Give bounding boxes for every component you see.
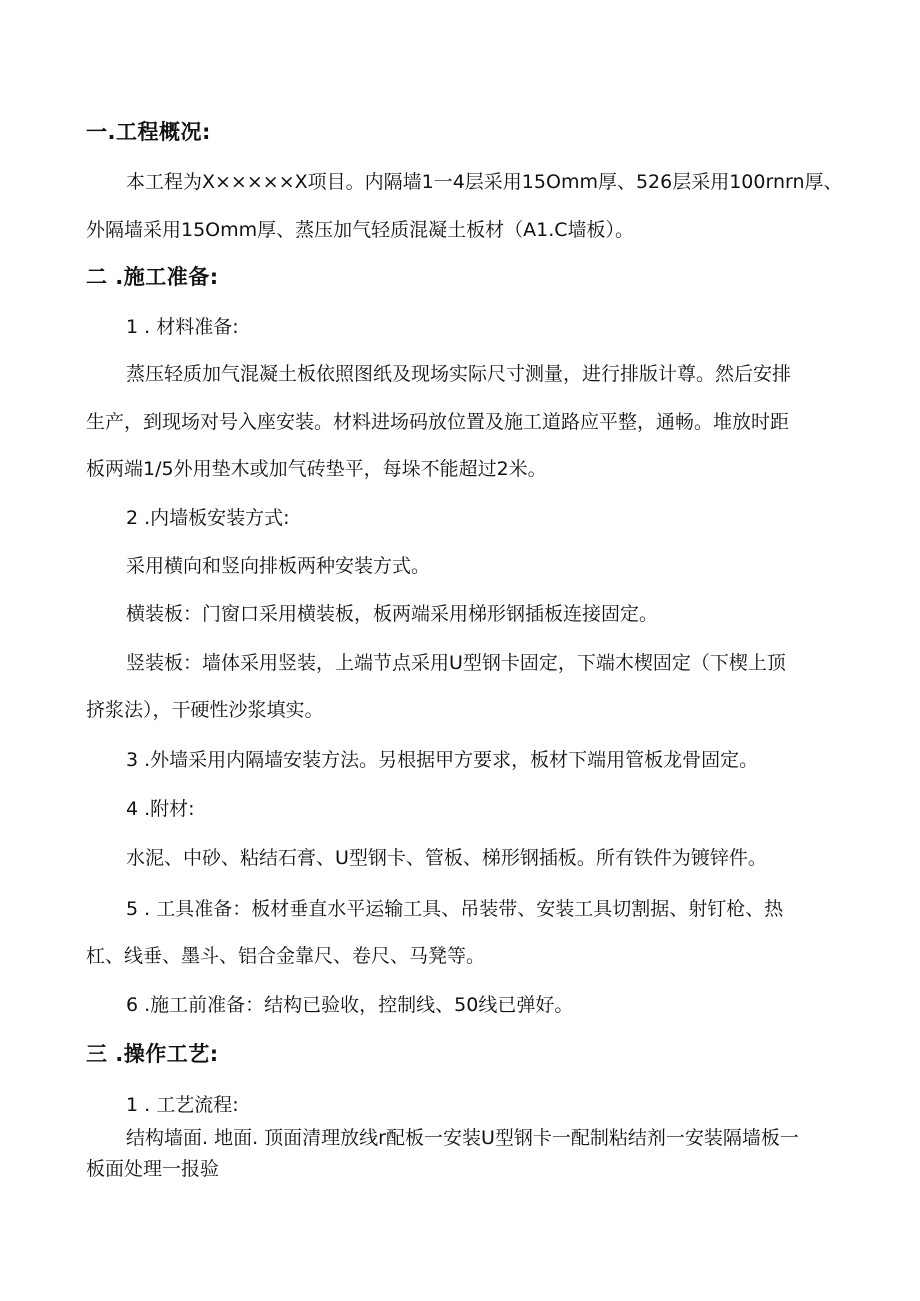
item-title-interior-install: 2 .内墙板安装方式: [126, 507, 290, 529]
tools-line-2: 杠、线垂、墨斗、铝合金靠尺、卷尺、马凳等。 [86, 945, 486, 967]
interior-install-line-4: 挤浆法），干硬性沙浆填实。 [86, 699, 324, 721]
item-title-accessories: 4 .附材: [126, 798, 195, 820]
interior-install-line-3: 竖装板：墙体采用竖装，上端节点采用U型钢卡固定，下端木楔固定（下楔上顶 [126, 652, 786, 674]
materials-line-1: 蒸压轻质加气混凝土板依照图纸及现场实际尺寸测量，进行排版计尊。然后安排 [126, 363, 792, 385]
item-pre-construction: 6 .施工前准备：结构已验收，控制线、50线已弹好。 [126, 994, 574, 1016]
materials-line-3: 板两端1/5外用垫木或加气砖垫平，每垛不能超过2米。 [86, 458, 547, 480]
interior-install-line-2: 横装板：门窗口采用横装板，板两端采用梯形钢插板连接固定。 [126, 603, 659, 625]
overview-paragraph-line-1: 本工程为X×××××X项目。内隔墙1一4层采用15Omm厚、526层采用100rnrn厚、 [126, 171, 843, 193]
materials-line-2: 生产，到现场对号入座安装。材料进场码放位置及施工道路应平整，通畅。堆放时距 [86, 411, 790, 433]
item-title-workflow: 1 . 工艺流程: [126, 1094, 239, 1116]
section-heading-overview: 一.工程概况: [86, 120, 211, 144]
section-heading-preparation: 二 .施工准备: [86, 265, 219, 289]
item-title-materials: 1 . 材料准备: [126, 316, 239, 338]
section-heading-process: 三 .操作工艺: [86, 1042, 219, 1066]
overview-paragraph-line-2: 外隔墙采用15Omm厚、蒸压加气轻质混凝土板材（A1.C墙板）。 [86, 219, 635, 241]
interior-install-line-1: 采用横向和竖向排板两种安装方式。 [126, 555, 431, 577]
accessories-line-1: 水泥、中砂、粘结石膏、U型钢卡、管板、梯形钢插板。所有铁件为镀锌件。 [126, 847, 767, 869]
tools-line-1: 5 . 工具准备：板材垂直水平运输工具、吊装带、安装工具切割据、射钉枪、热 [126, 898, 784, 920]
workflow-line-2: 板面处理一报验 [86, 1158, 220, 1180]
item-exterior-wall: 3 .外墙采用内隔墙安装方法。另根据甲方要求，板材下端用管板龙骨固定。 [126, 749, 759, 771]
workflow-line-1: 结构墙面. 地面. 顶面清理放线r配板一安装U型钢卡一配制粘结剂一安装隔墙板一 [126, 1127, 799, 1149]
